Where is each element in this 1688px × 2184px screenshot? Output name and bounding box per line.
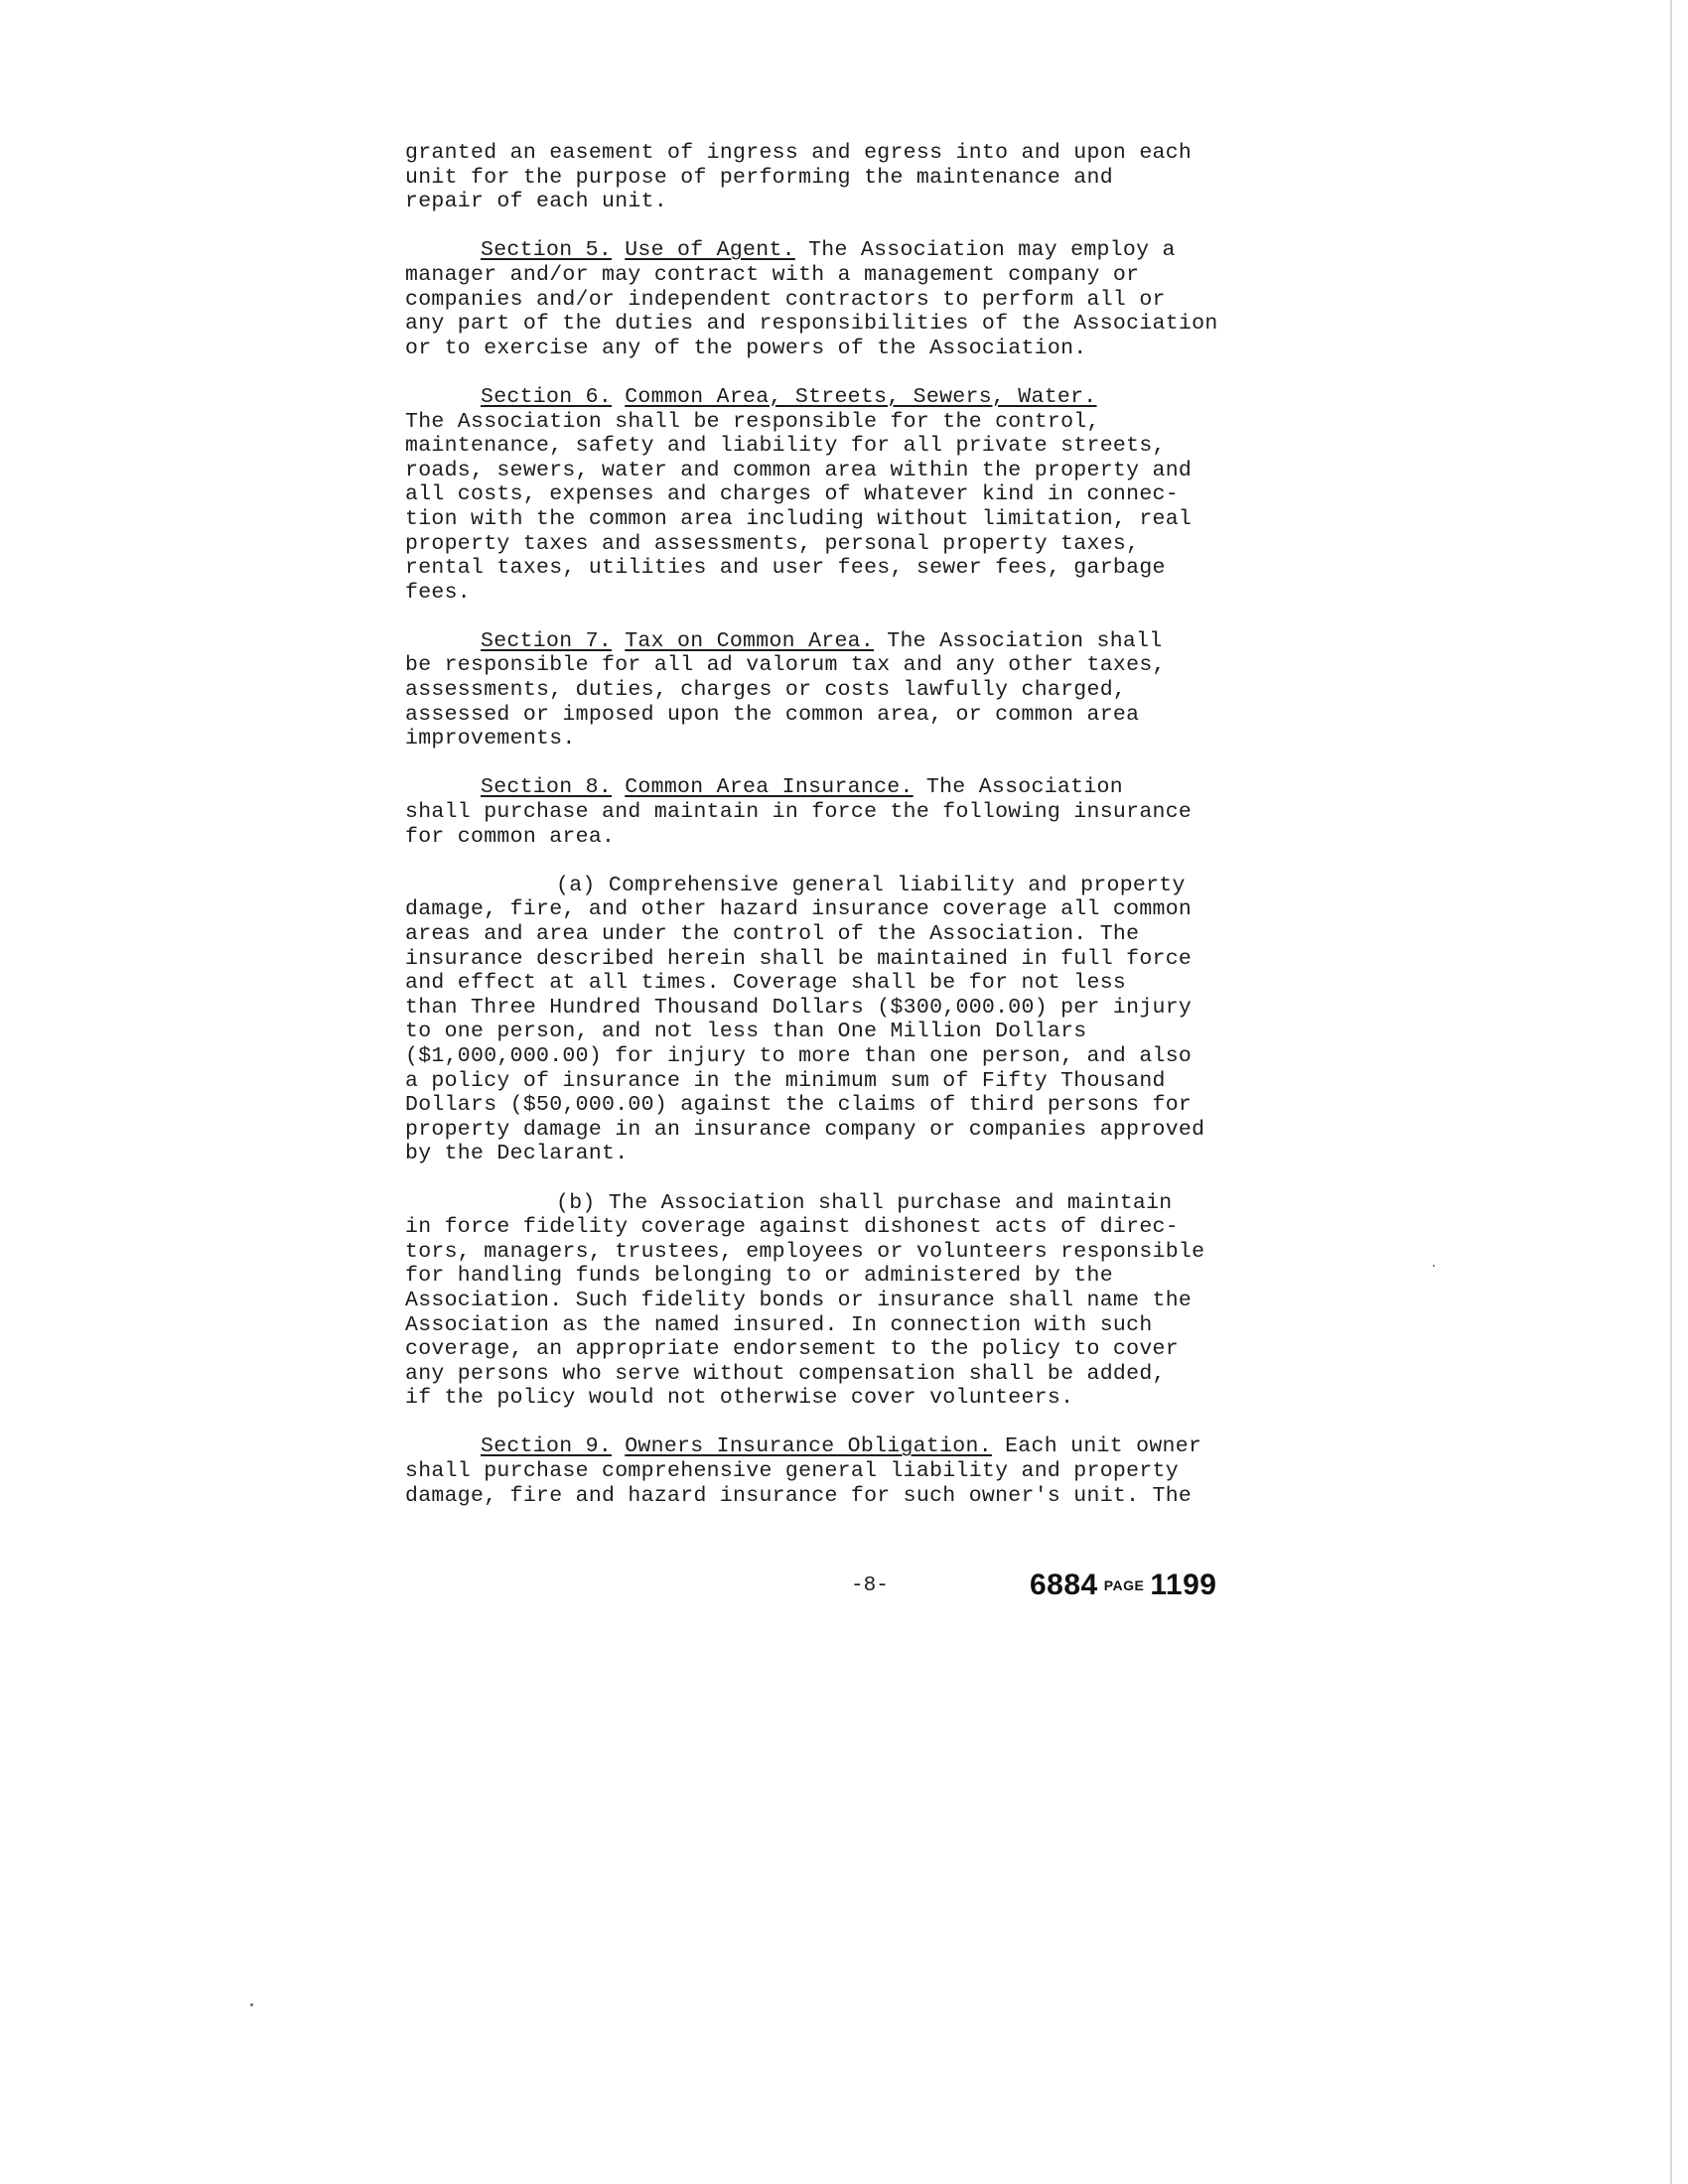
book-page-stamp xyxy=(1030,1569,1216,1602)
opening-paragraph: granted an easement of ingress and egress into and upon each unit for the purpose of performing the maintenance and repair of each unit. xyxy=(405,141,1193,214)
stamp-page-number: 1199 xyxy=(1150,1569,1217,1601)
section-9-paragraph xyxy=(405,1434,1329,1508)
book-number: 6884 xyxy=(1030,1569,1098,1601)
section-5-heading: Section 5. xyxy=(481,238,613,263)
section-6-text: The Association shall be responsible for the control, maintenance, safety and liability for all private streets, roads, sewers, water and common area within the property and all costs, expenses and charges of whatever kind in connec- tion with the common area including without limitation, real property taxes and assessments, personal property taxes, rental taxes, utilities and user fees, sewer fees, garbage fees. xyxy=(405,409,1193,605)
subsection-b-paragraph xyxy=(405,1191,1329,1411)
page-word: PAGE xyxy=(1103,1577,1145,1593)
section-7-heading: Section 7. xyxy=(481,628,613,653)
scan-speck xyxy=(250,2003,253,2006)
section-8-heading: Section 8. xyxy=(481,775,613,800)
section-7-paragraph xyxy=(405,629,1329,751)
scan-edge-line xyxy=(1670,0,1672,2184)
subsection-a-paragraph xyxy=(405,874,1329,1166)
section-9-title: Owners Insurance Obligation. xyxy=(625,1434,992,1459)
scan-speck xyxy=(1433,1265,1435,1267)
section-9-text: Each unit owner shall purchase comprehensive general liability and property damage, fire and hazard insurance for such owner's unit. The xyxy=(405,1434,1202,1508)
section-8-title: Common Area Insurance. xyxy=(625,775,914,800)
page-number: -8- xyxy=(851,1574,889,1597)
subsection-a-label: (a) xyxy=(556,873,596,897)
section-9-heading: Section 9. xyxy=(481,1434,613,1459)
section-5-paragraph xyxy=(405,238,1329,360)
section-6-paragraph xyxy=(405,385,1329,605)
section-8-paragraph xyxy=(405,775,1329,849)
section-7-title: Tax on Common Area. xyxy=(625,628,875,653)
document-body xyxy=(405,141,1329,1533)
section-5-title: Use of Agent. xyxy=(625,238,795,263)
section-6-heading: Section 6. xyxy=(481,384,613,409)
subsection-b-text: The Association shall purchase and maintain in force fidelity coverage against dishonest acts of direc- tors, managers, trustees, employees or volunteers responsible for handling funds belonging to or administered by the Association. Such fidelity bonds or insurance shall name the Association as the named insured. In connection with such coverage, an appropriate endorsement to the policy to cover any persons who serve without compensation shall be added, if the policy would not otherwise cover volunteers. xyxy=(405,1190,1205,1411)
section-6-title: Common Area, Streets, Sewers, Water. xyxy=(625,384,1097,409)
section-8-text: The Association shall purchase and maintain in force the following insurance for common area. xyxy=(405,775,1193,849)
subsection-b-label: (b) xyxy=(556,1190,596,1215)
subsection-a-text: Comprehensive general liability and property damage, fire, and other hazard insurance coverage all common areas and area under the control of the Association. The insurance described herein shall be maintained in full force and effect at all times. Coverage shall be for not less than Three Hundred Thousand Dollars ($300,000.00) per injury to one person, and not less than One Million Dollars ($1,000,000.00) for injury to more than one person, and also a policy of insurance in the minimum sum of Fifty Thousand Dollars ($50,000.00) against the claims of third persons for property damage in an insurance company or companies approved by the Declarant. xyxy=(405,873,1205,1166)
section-7-text: The Association shall be responsible for all ad valorum tax and any other taxes, assessments, duties, charges or costs lawfully charged, assessed or imposed upon the common area, or common area improvements. xyxy=(405,628,1166,751)
section-5-text: The Association may employ a manager and/or may contract with a management company or companies and/or independent contractors to perform all or any part of the duties and responsibilities of the Association or to exercise any of the powers of the Association. xyxy=(405,238,1218,360)
